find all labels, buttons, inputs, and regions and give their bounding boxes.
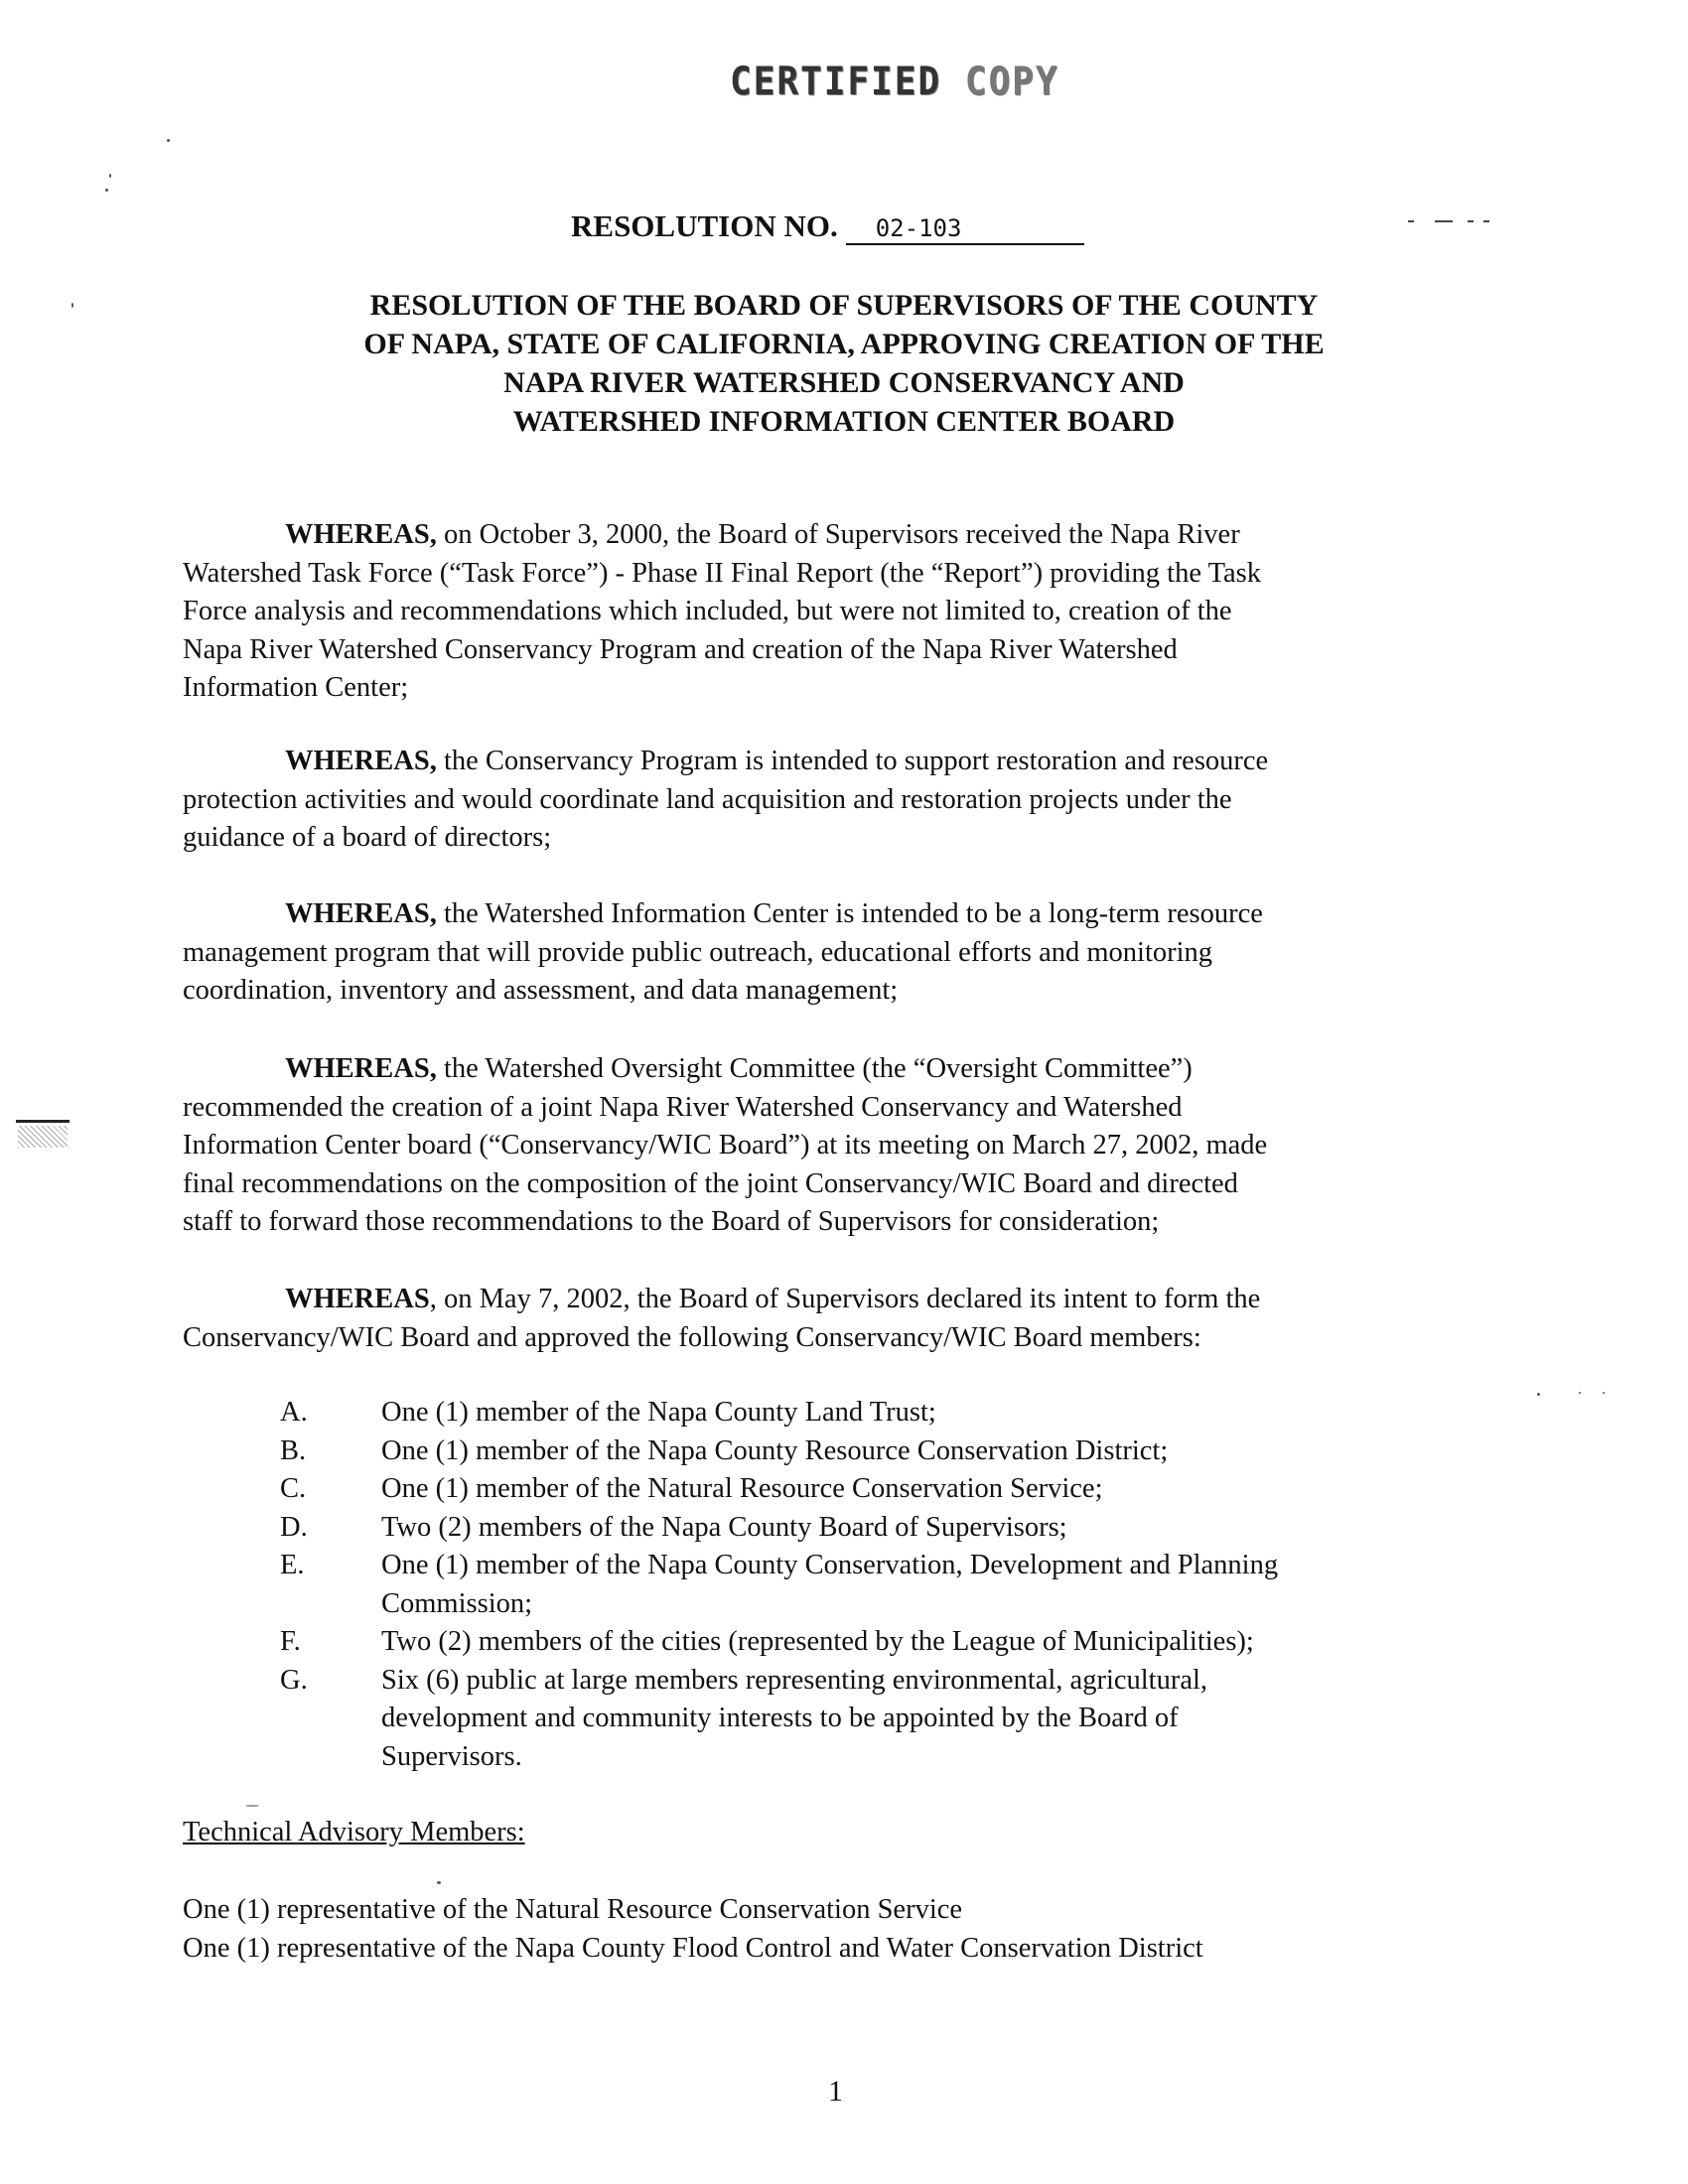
technical-advisory-heading: Technical Advisory Members:	[183, 1817, 525, 1847]
scan-artifact	[1468, 220, 1474, 222]
scan-artifact	[1579, 1392, 1581, 1394]
title-line: RESOLUTION OF THE BOARD OF SUPERVISORS OF THE COUNTY	[369, 289, 1319, 322]
list-item: C. One (1) member of the Natural Resource Conservation Service;	[280, 1470, 1278, 1509]
list-letter: D.	[280, 1511, 308, 1543]
resolution-title	[248, 286, 1440, 441]
scan-artifact	[1537, 1393, 1540, 1396]
page-number: 1	[828, 2075, 843, 2108]
list-letter: E.	[280, 1550, 305, 1580]
scan-artifact	[109, 174, 111, 178]
list-letter: A.	[280, 1397, 308, 1428]
list-letter: F.	[280, 1626, 301, 1657]
scan-artifact	[1483, 220, 1489, 222]
title-line: NAPA RIVER WATERSHED CONSERVANCY AND	[503, 366, 1185, 399]
whereas-keyword: WHEREAS,	[285, 519, 437, 550]
title-line: OF NAPA, STATE OF CALIFORNIA, APPROVING CREATION OF THE	[363, 328, 1325, 360]
scan-artifact	[14, 1114, 70, 1154]
whereas-paragraph: WHEREAS, on October 3, 2000, the Board of Supervisors received the Napa River Watershed Task Force (“Task Force”) - Phase II Final Report (the “Report”) providing the Task Force analysis and recommendations which included, but were not limited to, creation of the Napa River Watershed Conservancy Program and creation of the Napa River Watershed Information Center;	[183, 519, 1262, 703]
whereas-paragraph: WHEREAS, on May 7, 2002, the Board of Supervisors declared its intent to form the Conservancy/WIC Board and approved the following Conservancy/WIC Board members:	[183, 1284, 1261, 1353]
whereas-keyword: WHEREAS,	[285, 746, 437, 776]
list-item: B. One (1) member of the Napa County Resource Conservation District;	[280, 1433, 1278, 1471]
scan-artifact	[71, 303, 73, 308]
scan-artifact	[167, 139, 170, 142]
title-line: WATERSHED INFORMATION CENTER BOARD	[512, 405, 1176, 438]
list-item: D. Two (2) members of the Napa County Board of Supervisors;	[280, 1509, 1278, 1548]
stamp-text-faded: COPY	[964, 59, 1059, 105]
list-item: G. Six (6) public at large members representing environmental, agricultural, development and community interests to be appointed by the Board of Supervisors.	[280, 1662, 1278, 1777]
scan-artifact	[1603, 1392, 1605, 1394]
list-item: One (1) representative of the Napa County Flood Control and Water Conservation District	[183, 1932, 1203, 1964]
list-item: E. One (1) member of the Napa County Conservation, Development and Planning Commission;	[280, 1547, 1278, 1623]
resolution-label: RESOLUTION NO.	[571, 208, 838, 243]
scan-artifact	[105, 189, 108, 192]
list-letter: C.	[280, 1473, 307, 1504]
technical-advisory-list	[183, 1891, 1203, 1968]
whereas-keyword: WHEREAS	[285, 1284, 430, 1314]
list-item: A. One (1) member of the Napa County Land Trust;	[280, 1394, 1278, 1433]
whereas-keyword: WHEREAS,	[285, 1053, 437, 1084]
stamp-text-main: CERTIFIED	[730, 59, 942, 105]
scan-artifact	[245, 1805, 259, 1807]
scan-artifact	[437, 1881, 441, 1884]
whereas-paragraph: WHEREAS, the Watershed Information Center is intended to be a long-term resource management program that will provide public outreach, educational efforts and monitoring coordination, inventory and assessment, and data management;	[183, 898, 1263, 1006]
whereas-paragraph: WHEREAS, the Conservancy Program is intended to support restoration and resource protection activities and would coordinate land acquisition and restoration projects under the guidance of a board of directors;	[183, 746, 1269, 853]
whereas-keyword: WHEREAS,	[285, 898, 437, 929]
list-letter: G.	[280, 1664, 308, 1696]
list-item: F. Two (2) members of the cities (represented by the League of Municipalities);	[280, 1623, 1278, 1662]
list-letter: B.	[280, 1434, 307, 1466]
board-members-list	[280, 1394, 1278, 1776]
certified-copy-stamp	[730, 60, 1058, 104]
scan-artifact	[1408, 220, 1414, 222]
resolution-number: 02-103	[846, 213, 1084, 245]
scan-artifact	[1435, 220, 1453, 222]
resolution-number-line	[571, 208, 1084, 245]
list-item: One (1) representative of the Natural Resource Conservation Service	[183, 1894, 963, 1925]
whereas-paragraph: WHEREAS, the Watershed Oversight Committee (the “Oversight Committee”) recommended the creation of a joint Napa River Watershed Conservancy and Watershed Information Center board (“Conservancy/WIC Board”) at its meeting on March 27, 2002, made final recommendations on the composition of the joint Conservancy/WIC Board and directed staff to forward those recommendations to the Board of Supervisors for consideration;	[183, 1053, 1268, 1237]
